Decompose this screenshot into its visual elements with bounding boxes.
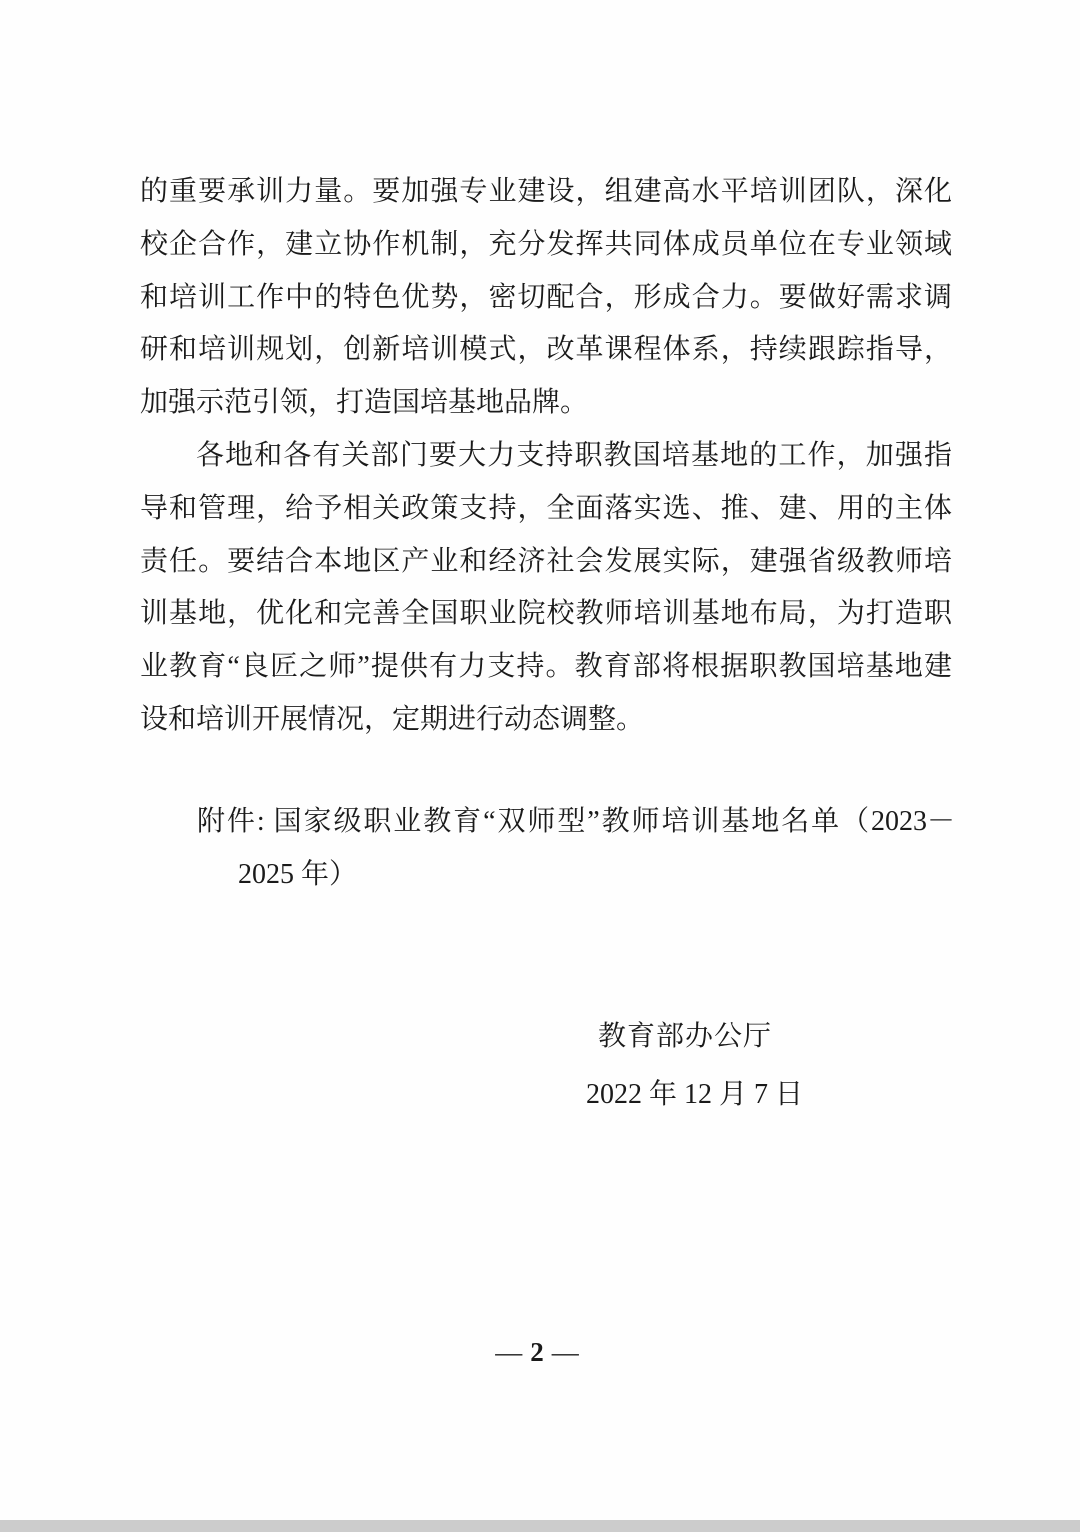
body-text (140, 166, 952, 747)
body-line: 业教育“良匠之师”提供有力支持。教育部将根据职教国培基地建 (140, 651, 952, 683)
body-line: 的重要承训力量。要加强专业建设，组建高水平培训团队，深化 (140, 176, 952, 207)
signature-date: 2022 年 12 月 7 日 (586, 1079, 804, 1110)
body-line: 责任。要结合本地区产业和经济社会发展实际，建强省级教师培 (140, 545, 952, 577)
signature-organization: 教育部办公厅 (598, 1021, 773, 1052)
body-line: 校企合作，建立协作机制，充分发挥共同体成员单位在专业领域 (140, 228, 952, 260)
body-line: 导和管理，给予相关政策支持，全面落实选、推、建、用的主体 (140, 492, 952, 524)
body-line: 设和培训开展情况，定期进行动态调整。 (140, 703, 645, 735)
body-line: 加强示范引领，打造国培基地品牌。 (140, 387, 589, 419)
body-line: 研和培训规划，创新培训模式，改革课程体系，持续跟踪指导， (140, 334, 952, 366)
attachment-line: 附件: 国家级职业教育“双师型”教师培训基地名单（2023－ (197, 806, 955, 837)
footer-dash-left: — (495, 1337, 525, 1367)
body-line: 和培训工作中的特色优势，密切配合，形成合力。要做好需求调 (140, 281, 952, 313)
footer-dash-right: — (551, 1337, 581, 1367)
body-line: 训基地，优化和完善全国职业院校教师培训基地布局，为打造职 (140, 598, 952, 630)
attachment-line: 2025 年） (238, 858, 358, 890)
page-number: 2 (530, 1337, 546, 1367)
body-line: 各地和各有关部门要大力支持职教国培基地的工作，加强指 (196, 439, 952, 471)
attachment-note (140, 796, 955, 902)
page-footer (0, 1332, 1076, 1372)
scan-edge-band (0, 1520, 1080, 1532)
